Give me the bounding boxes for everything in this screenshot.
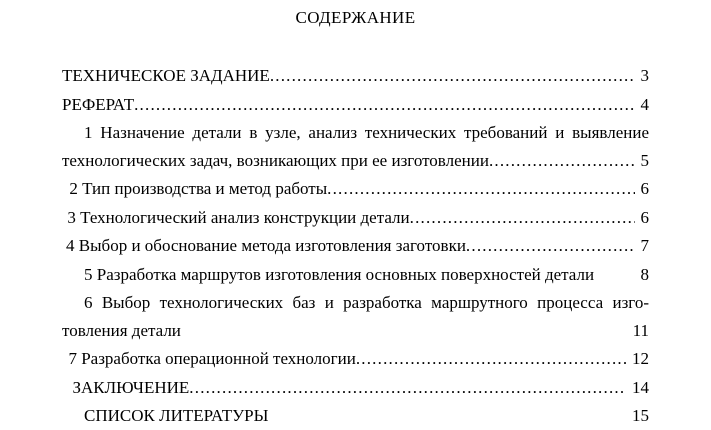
toc-leader-dots — [327, 175, 634, 203]
toc-page-number: 5 — [640, 150, 649, 170]
toc-page-number: 6 — [640, 179, 649, 199]
toc-leader-dots — [270, 62, 635, 90]
toc-entry[interactable] — [62, 345, 649, 373]
toc-entry[interactable] — [62, 374, 649, 402]
toc-entry[interactable] — [62, 175, 649, 203]
toc-leader-dots — [134, 91, 634, 119]
toc-entry-line-first — [62, 119, 649, 147]
page-title: СОДЕРЖАНИЕ — [295, 8, 416, 27]
document-page — [0, 8, 711, 425]
toc-page-number: 14 — [632, 377, 649, 397]
toc-page-number: 6 — [640, 207, 649, 227]
toc-entry[interactable] — [62, 232, 649, 260]
toc-entry-label-continued: технологических задач, возникающих при ее изготовлении — [62, 150, 489, 170]
toc-entry-label: РЕФЕРАТ — [62, 94, 135, 114]
toc-entry[interactable] — [62, 62, 649, 90]
toc-entry[interactable] — [62, 402, 649, 430]
toc-entry-label: 1 Назначение детали в узле, анализ технических требований и выявление — [84, 123, 649, 143]
toc-leader-dots — [466, 232, 635, 260]
toc-page-number: 7 — [640, 236, 649, 256]
toc-leader-dots — [189, 374, 626, 402]
toc-entry[interactable] — [62, 91, 649, 119]
toc-entry-line-first — [62, 289, 649, 317]
toc-entry-label: СПИСОК ЛИТЕРАТУРЫ — [84, 406, 269, 426]
toc-entry-label-continued: товления детали — [62, 320, 181, 340]
toc-leader-dots — [356, 345, 626, 373]
toc-entry-label: ЗАКЛЮЧЕНИЕ — [72, 377, 190, 397]
toc-entry-label: 2 Тип производства и метод работы — [69, 179, 328, 199]
toc-entry[interactable] — [62, 119, 649, 174]
table-of-contents — [62, 62, 649, 430]
toc-entry-label: 4 Выбор и обоснование метода изготовления заготовки — [66, 236, 466, 256]
toc-page-number: 8 — [640, 264, 649, 284]
toc-entry-label: 6 Выбор технологических баз и разработка маршрутного процесса изго- — [84, 293, 649, 313]
toc-entry-label: ТЕХНИЧЕСКОЕ ЗАДАНИЕ — [62, 66, 270, 85]
toc-entry[interactable] — [62, 261, 649, 289]
toc-entry[interactable] — [62, 289, 649, 344]
toc-entry[interactable] — [62, 204, 649, 232]
toc-entry-label: 7 Разработка операционной технологии — [68, 349, 356, 369]
toc-leader-dots — [410, 204, 635, 232]
toc-page-number: 12 — [632, 349, 649, 369]
toc-leader-dots — [489, 147, 635, 175]
toc-entry-label: 5 Разработка маршрутов изготовления основных поверхностей детали — [84, 264, 595, 284]
toc-page-number: 11 — [632, 320, 649, 340]
toc-entry-label: 3 Технологический анализ конструкции детали — [67, 207, 410, 227]
toc-page-number: 3 — [640, 66, 649, 85]
toc-page-number: 4 — [640, 94, 649, 114]
toc-page-number: 15 — [632, 406, 649, 426]
